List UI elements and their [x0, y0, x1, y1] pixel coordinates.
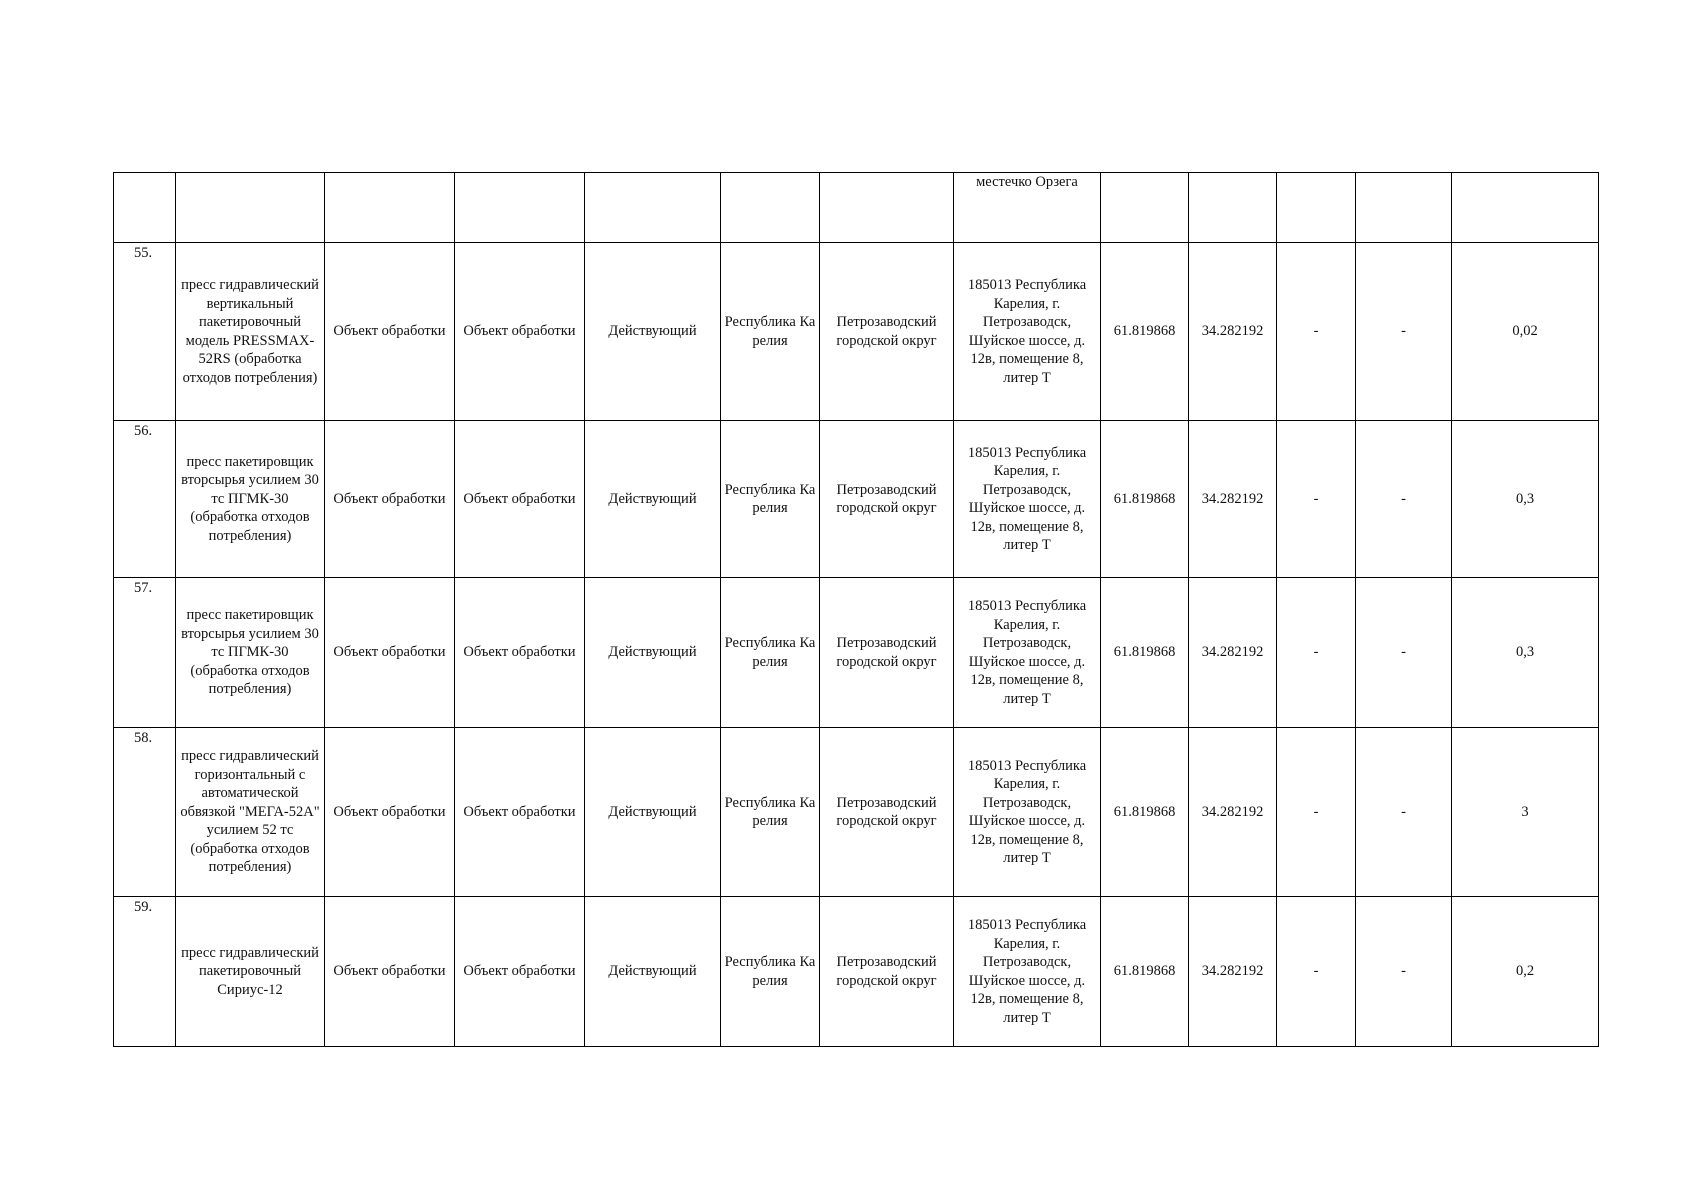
cell-capacity: 0,2 — [1452, 897, 1599, 1047]
cell-municipality — [820, 173, 954, 243]
cell-longitude: 34.282192 — [1189, 578, 1277, 728]
cell-municipality: Петрозаводский городской округ — [820, 243, 954, 421]
cell-type: Объект обработки — [325, 421, 455, 578]
cell-municipality: Петрозаводский городской округ — [820, 578, 954, 728]
cell-number — [114, 173, 176, 243]
cell-capacity: 3 — [1452, 728, 1599, 897]
cell-type — [325, 173, 455, 243]
cell-capacity: 0,02 — [1452, 243, 1599, 421]
cell-number: 58. — [114, 728, 176, 897]
cell-address: 185013 Республика Карелия, г. Петрозаводск, Шуйское шоссе, д. 12в, помещение 8, литер Т — [954, 421, 1101, 578]
cell-number: 59. — [114, 897, 176, 1047]
cell-col11: - — [1277, 728, 1356, 897]
cell-address: 185013 Республика Карелия, г. Петрозаводск, Шуйское шоссе, д. 12в, помещение 8, литер Т — [954, 728, 1101, 897]
cell-number: 56. — [114, 421, 176, 578]
cell-status: Действующий — [585, 243, 721, 421]
cell-name: пресс гидравлический вертикальный пакетировочный модель PRESSMAX-52RS (обработка отходов потребления) — [176, 243, 325, 421]
facilities-table — [113, 172, 1599, 1047]
cell-latitude: 61.819868 — [1101, 897, 1189, 1047]
cell-municipality: Петрозаводский городской округ — [820, 421, 954, 578]
cell-address: 185013 Республика Карелия, г. Петрозаводск, Шуйское шоссе, д. 12в, помещение 8, литер Т — [954, 578, 1101, 728]
cell-capacity: 0,3 — [1452, 421, 1599, 578]
cell-address: 185013 Республика Карелия, г. Петрозаводск, Шуйское шоссе, д. 12в, помещение 8, литер Т — [954, 897, 1101, 1047]
cell-status: Действующий — [585, 578, 721, 728]
cell-type: Объект обработки — [325, 578, 455, 728]
cell-type: Объект обработки — [325, 728, 455, 897]
cell-col12: - — [1356, 243, 1452, 421]
cell-category: Объект обработки — [455, 243, 585, 421]
cell-col12 — [1356, 173, 1452, 243]
cell-col11: - — [1277, 897, 1356, 1047]
cell-name: пресс гидравлический горизонтальный с автоматической обвязкой "МЕГА-52А" усилием 52 тс (обработка отходов потребления) — [176, 728, 325, 897]
cell-type: Объект обработки — [325, 897, 455, 1047]
cell-latitude: 61.819868 — [1101, 243, 1189, 421]
cell-category: Объект обработки — [455, 578, 585, 728]
cell-category: Объект обработки — [455, 897, 585, 1047]
cell-name: пресс пакетировщик вторсырья усилием 30 тс ПГМК-30 (обработка отходов потребления) — [176, 578, 325, 728]
cell-category: Объект обработки — [455, 728, 585, 897]
cell-number: 55. — [114, 243, 176, 421]
cell-capacity — [1452, 173, 1599, 243]
cell-latitude: 61.819868 — [1101, 421, 1189, 578]
cell-latitude: 61.819868 — [1101, 728, 1189, 897]
cell-status: Действующий — [585, 421, 721, 578]
table-row — [114, 421, 1599, 578]
cell-col11: - — [1277, 421, 1356, 578]
cell-col11: - — [1277, 243, 1356, 421]
cell-col12: - — [1356, 728, 1452, 897]
cell-type: Объект обработки — [325, 243, 455, 421]
cell-region — [721, 173, 820, 243]
cell-latitude: 61.819868 — [1101, 578, 1189, 728]
cell-longitude: 34.282192 — [1189, 728, 1277, 897]
cell-col12: - — [1356, 897, 1452, 1047]
table-row — [114, 728, 1599, 897]
cell-region: Республика Карелия — [721, 421, 820, 578]
cell-col12: - — [1356, 578, 1452, 728]
cell-status — [585, 173, 721, 243]
cell-name: пресс гидравлический пакетировочный Сириус-12 — [176, 897, 325, 1047]
table-row — [114, 243, 1599, 421]
cell-latitude — [1101, 173, 1189, 243]
cell-col11 — [1277, 173, 1356, 243]
cell-capacity: 0,3 — [1452, 578, 1599, 728]
cell-name: пресс пакетировщик вторсырья усилием 30 тс ПГМК-30 (обработка отходов потребления) — [176, 421, 325, 578]
cell-address: 185013 Республика Карелия, г. Петрозаводск, Шуйское шоссе, д. 12в, помещение 8, литер Т — [954, 243, 1101, 421]
cell-status: Действующий — [585, 897, 721, 1047]
cell-longitude: 34.282192 — [1189, 421, 1277, 578]
cell-region: Республика Карелия — [721, 728, 820, 897]
cell-number: 57. — [114, 578, 176, 728]
cell-address: местечко Орзега — [954, 173, 1101, 243]
cell-name — [176, 173, 325, 243]
cell-col12: - — [1356, 421, 1452, 578]
cell-region: Республика Карелия — [721, 897, 820, 1047]
cell-category — [455, 173, 585, 243]
table-row — [114, 578, 1599, 728]
cell-longitude: 34.282192 — [1189, 897, 1277, 1047]
cell-region: Республика Карелия — [721, 243, 820, 421]
cell-col11: - — [1277, 578, 1356, 728]
cell-status: Действующий — [585, 728, 721, 897]
table-body — [114, 173, 1599, 1047]
table-row — [114, 897, 1599, 1047]
cell-municipality: Петрозаводский городской округ — [820, 728, 954, 897]
cell-municipality: Петрозаводский городской округ — [820, 897, 954, 1047]
cell-longitude: 34.282192 — [1189, 243, 1277, 421]
cell-region: Республика Карелия — [721, 578, 820, 728]
table-row-continuation — [114, 173, 1599, 243]
cell-category: Объект обработки — [455, 421, 585, 578]
cell-longitude — [1189, 173, 1277, 243]
